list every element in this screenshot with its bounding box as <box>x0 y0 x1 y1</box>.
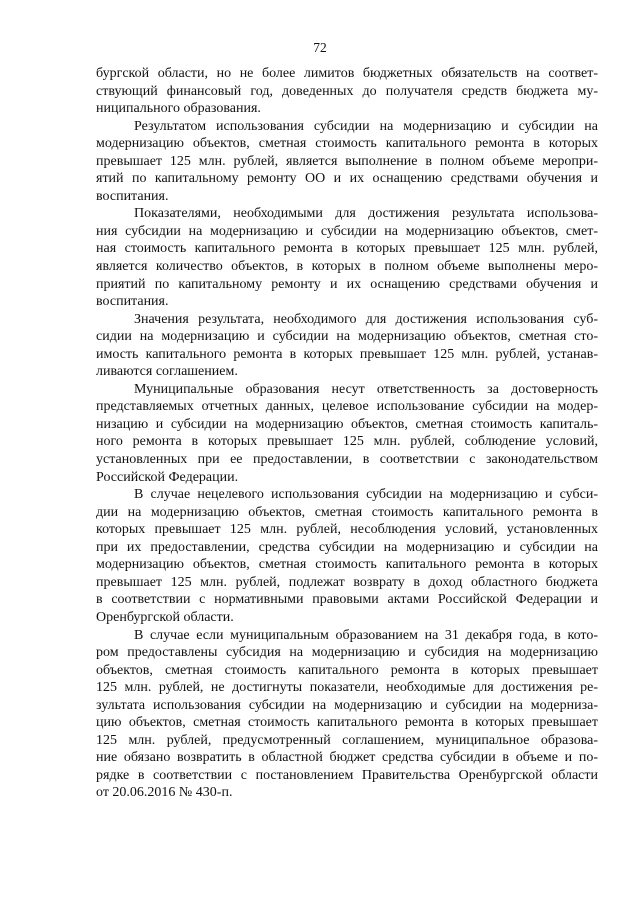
text-line: объектов, сметная стоимость капитального ремонта в которых превышает <box>96 662 598 678</box>
text-line: дии на модернизацию объектов, сметная стоимость капитального ремонта в <box>96 504 598 520</box>
paragraph-6 <box>96 486 598 626</box>
text-line: зультата использования субсидии на модернизацию и субсидии на модерниза- <box>96 697 598 713</box>
paragraph-5 <box>96 381 598 486</box>
text-line: Муниципальные образования несут ответственность за достоверность <box>134 381 598 397</box>
text-line: бургской области, но не более лимитов бюджетных обязательств на соответ- <box>96 66 598 81</box>
text-line: Значения результата, необходимого для достижения использования суб- <box>134 311 598 327</box>
text-line: ния субсидии на модернизацию и субсидии на модернизацию объектов, смет- <box>96 223 598 239</box>
text-line: Оренбургской области. <box>96 609 234 625</box>
text-line: Российской Федерации. <box>96 469 239 485</box>
text-line: ливаются соглашением. <box>96 364 238 380</box>
paragraph-4 <box>96 311 598 381</box>
paragraph-3 <box>96 205 598 310</box>
text-line: представляемых отчетных данных, целевое использование субсидии на модер- <box>96 399 598 415</box>
text-line: модернизацию объектов, сметная стоимость капитального ремонта в которых <box>96 136 598 152</box>
text-line: воспитания. <box>96 188 169 204</box>
text-line: ние обязано возвратить в областной бюджет средства субсидии в объеме и по- <box>96 750 598 766</box>
text-line: В случае если муниципальным образованием на 31 декабря года, в кото- <box>134 627 598 643</box>
text-line: которых превышает 125 млн. рублей, несоблюдения условий, установленных <box>96 522 598 538</box>
text-line: низацию и субсидии на модернизацию объектов, сметная стоимость капиталь- <box>96 416 598 432</box>
page-number: 72 <box>313 40 327 55</box>
text-line: приятий по капитальному ремонту и их оснащению средствами обучения и <box>96 276 598 292</box>
text-line: имость капитального ремонта в которых превышает 125 млн. рублей, устанав- <box>96 346 598 362</box>
text-line: 125 млн. рублей, не достигнуты показатели, необходимые для достижения ре- <box>96 680 598 696</box>
paragraph-7 <box>96 627 598 802</box>
text-line: сидии на модернизацию и субсидии на модернизацию объектов, сметная сто- <box>96 329 598 345</box>
text-line: установленных при ее предоставлении, в соответствии с законодательством <box>96 452 598 468</box>
text-line: Показателями, необходимыми для достижения результата использова- <box>134 206 598 222</box>
text-line: от 20.06.2016 № 430-п. <box>96 785 233 801</box>
text-line: В случае нецелевого использования субсидии на модернизацию и субси- <box>134 487 598 503</box>
text-line: в соответствии с нормативными правовыми актами Российской Федерации и <box>96 592 598 608</box>
body-text <box>96 65 598 802</box>
text-line: воспитания. <box>96 294 169 310</box>
text-line: ная стоимость капитального ремонта в которых превышает 125 млн. рублей, <box>96 241 598 257</box>
text-line: модернизацию объектов, сметная стоимость капитального ремонта в которых <box>96 557 598 573</box>
text-line: ниципального образования. <box>96 101 261 117</box>
text-line: при их предоставлении, средства субсидии на модернизацию и субсидии на <box>96 539 598 555</box>
text-line: ствующий финансовый год, доведенных до получателя средств бюджета му- <box>96 83 598 99</box>
paragraph-1 <box>96 65 598 118</box>
text-line: превышает 125 млн. рублей, подлежат возврату в доход областного бюджета <box>96 574 598 590</box>
text-line: цию объектов, сметная стоимость капитального ремонта в которых превышает <box>96 715 598 731</box>
text-line: рядке в соответствии с постановлением Правительства Оренбургской области <box>96 767 598 783</box>
text-line: превышает 125 млн. рублей, является выполнение в полном объеме меропри- <box>96 153 598 169</box>
paragraph-2 <box>96 118 598 206</box>
text-line: ром предоставлены субсидия на модернизацию и субсидия на модернизацию <box>96 645 598 661</box>
text-line: ятий по капитальному ремонту ОО и их оснащению средствами обучения и <box>96 171 598 187</box>
text-line: является количество объектов, в которых в полном объеме выполнены меро- <box>96 259 598 275</box>
text-line: ного ремонта в которых превышает 125 млн. рублей, соблюдение условий, <box>96 434 598 450</box>
text-line: Результатом использования субсидии на модернизацию и субсидии на <box>134 118 598 134</box>
text-line: 125 млн. рублей, предусмотренный соглашением, муниципальное образова- <box>96 732 598 748</box>
